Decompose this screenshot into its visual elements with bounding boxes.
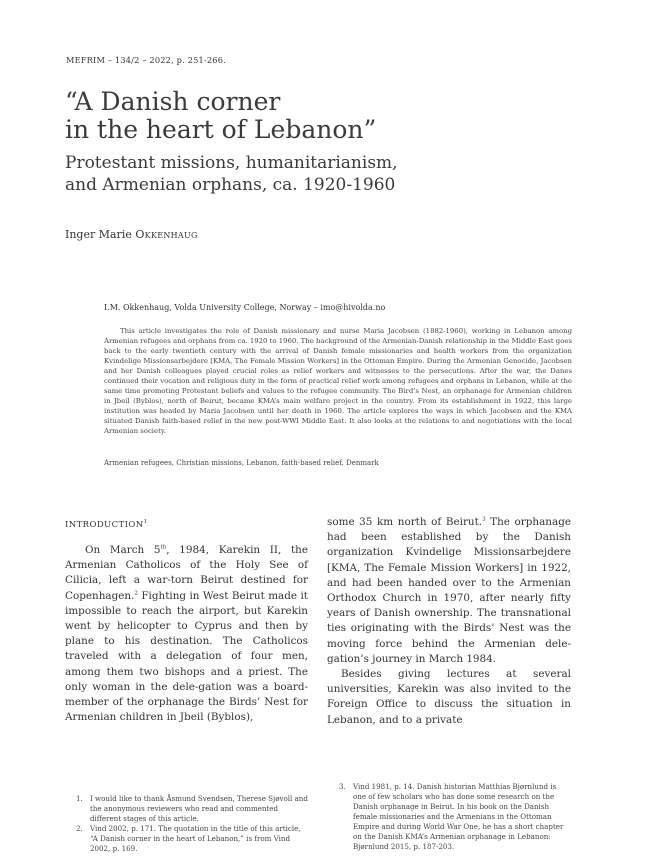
article-subtitle-line-1: Protestant missions, humanitarianism, <box>65 153 398 173</box>
section-heading <box>65 520 147 530</box>
keywords: Armenian refugees, Christian missions, Lebanon, faith-based relief, Denmark <box>104 459 379 467</box>
body-paragraph <box>327 515 571 667</box>
article-title-line-2: in the heart of Lebanon” <box>65 115 377 144</box>
body-paragraph: Besides giving lectures at several universities, Karekin was also invited to the Foreign Office to discuss the situation in Lebanon, and to a private <box>327 668 571 726</box>
body-column-right <box>327 515 571 728</box>
article-title <box>65 88 585 144</box>
footnote-text: Vind 2002, p. 171. The quotation in the title of this article, “A Danish corner in the heart of Lebanon,” is from Vind 2002, p. 169. <box>90 824 301 853</box>
footnote-marker-3: 3 <box>482 516 486 523</box>
footnotes-right <box>339 782 571 852</box>
author-family-name: Okkenhaug <box>135 228 198 241</box>
author-name <box>65 228 198 241</box>
footnote-text: I would like to thank Åsmund Svendsen, Therese Sjøvoll and the anonymous reviewers who read and commented different stages of this article. <box>90 794 308 823</box>
section-heading-text: INTRODUCTION <box>65 520 144 530</box>
footnote-text: Vind 1981, p. 14. Danish historian Matthias Bjørnlund is one of few scholars who has done some research on the Danish orphanage in Beirut. In his book on the Danish female missionaries and the Armenians in the Ottoman Empire and during World War One, he has a short chapter on the Danish KMA’s Armenian orphanage in Lebanon: Bjørnlund 2015, p. 187-203. <box>353 782 564 851</box>
footnote-marker-2: 2 <box>134 590 138 597</box>
author-given-name: Inger Marie <box>65 228 136 241</box>
footnote-number: 3. <box>339 782 346 791</box>
ordinal-suffix: th <box>160 544 167 551</box>
footnote-item <box>76 824 308 854</box>
author-affiliation: I.M. Okkenhaug, Volda University College, Norway – imo@hivolda.no <box>104 303 386 312</box>
body-text: , 1984, Karekin II, the Armenian Catholicos of the Holy See of Cilicia, left a war-torn Beirut destined for Copenhagen. <box>65 544 308 602</box>
article-title-line-1: “A Danish corner <box>65 87 281 116</box>
footnote-marker-1: 1 <box>143 519 148 526</box>
abstract: This article investigates the role of Danish missionary and nurse Maria Jacobsen (1882-1960), working in Lebanon among Armenian refugees and orphans from ca. 1920 to 1960. The background of the Armenian-Danish relationship in the Middle East goes back to the early twentieth century with the arrival of Danish female missionaries and health workers from the organization Kvindelige Missionsarbejdere [KMA, The Female Mission Workers] in the Ottoman Empire. During the Armenian Genocide, Jacobsen and her Danish colleagues played crucial roles as relief workers and witnesses to the persecutions. After the war, the Danes continued their vocation and religious duty in the form of practical relief work among refugees and orphans in Lebanon, while at the same time promoting Protestant beliefs and values to the refugee community. The Bird’s Nest, an orphanage for Armenian children in Jbeil (Byblos), north of Beirut, became KMA’s main welfare project in the country. From its establishment in 1922, this large institution was headed by Maria Jacobsen until her death in 1960. The article explores the ways in which Jacobsen and the KMA situated Danish faith-based relief in the new post-WWI Middle East. It also looks at the relations to and negotiations with the local Armenian society. <box>104 327 572 435</box>
body-text: The orphanage had been established by the Danish organization Kvindelige Missionsarbejdere [KMA, The Female Mission Workers] in 1922, and had been handed over to the Armenian Orthodox Church in 1970, after nearly fifty years of Danish ownership. The transnational ties originating with the Birds’ Nest was the moving force behind the Armenian dele-gation’s journey in March 1984. <box>327 516 571 665</box>
footnote-number: 1. <box>76 794 83 803</box>
journal-reference: MEFRIM – 134/2 – 2022, p. 251-266. <box>66 55 226 65</box>
footnote-item <box>76 794 308 824</box>
footnotes-left <box>76 794 308 854</box>
article-subtitle <box>65 152 605 196</box>
footnote-item <box>339 782 571 852</box>
body-text: some 35 km north of Beirut. <box>327 516 483 528</box>
footnote-number: 2. <box>76 824 83 833</box>
body-text: On March 5 <box>85 544 161 556</box>
body-text: Fighting in West Beirut made it impossible to reach the airport, but Karekin went by helicopter to Cyprus and then by plane to his destination. The Catholicos traveled with a delegation of four men, among them two bishops and a priest. The only woman in the dele-gation was a board-member of the orphanage the Birds’ Nest for Armenian children in Jbeil (Byblos), <box>65 589 308 724</box>
body-column-left <box>65 543 308 725</box>
article-subtitle-line-2: and Armenian orphans, ca. 1920-1960 <box>65 175 396 195</box>
